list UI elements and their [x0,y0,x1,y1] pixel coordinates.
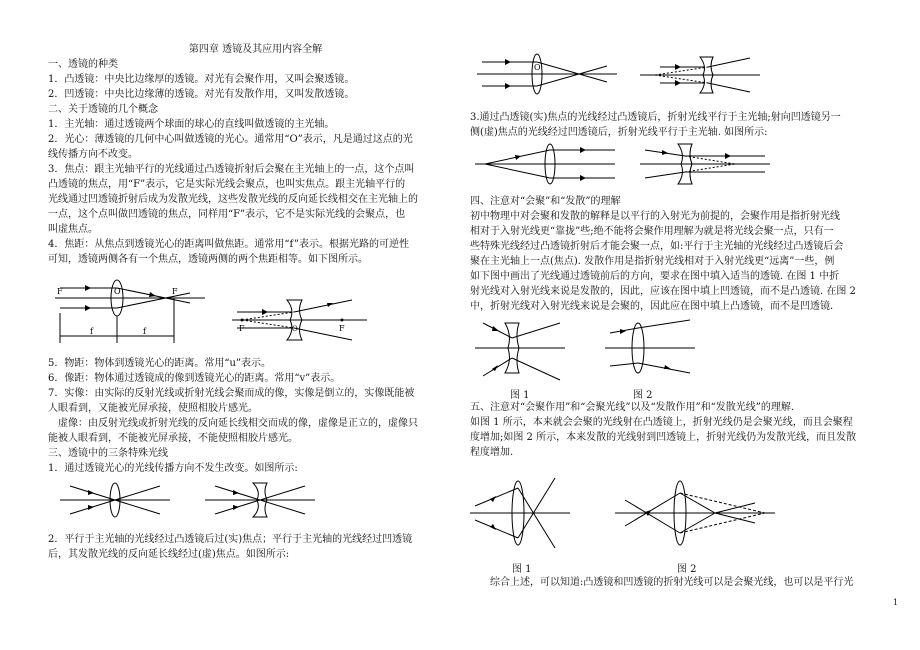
focus-label: F [172,287,178,296]
right-column-part2 [470,194,900,314]
text-line: 聚在主光轴上一点(焦点). 发散作用是指折射光线相对于入射光线更“远离”一些，例 [470,256,835,267]
text-line: 3．焦点：跟主光轴平行的光线通过凸透镜折射后会聚在主光轴上的一点，这个点叫 [48,164,415,175]
optical-center-label: O [292,325,298,333]
left-column-part3 [48,532,433,562]
text-line: 光线通过凹透镜折射后成为发散光线，这些发散光线的反向延长线相交在主光轴上的 [48,194,418,205]
text-line: 7．实像：由实际的反射光线或折射光线会聚而成的像，实像是倒立的，实像既能被 [48,388,415,399]
text-line: 5．物距：物体到透镜光心的距离。常用“u”表示。 [48,358,272,369]
text-line: 2．光心：薄透镜的几何中心叫做透镜的光心。通常用“O”表示，凡是通过这点的光 [48,134,413,145]
text-line: 一点，这个点叫做凹透镜的焦点，同样用“F”表示，它不是实际光线的会聚点，也 [48,209,406,220]
text-line: 相对于入射光线更“靠拢”些;绝不能将会聚作用理解为就是将光线会聚一点，只有一 [470,226,834,237]
text-line: 射光线对入射光线来说是发散的，因此，应该在图中填上凹透镜，而不是凸透镜. 在图 2 [470,286,856,297]
right-column-conclusion [470,575,900,590]
text-line: 二、关于透镜的几个概念 [48,104,158,115]
text-line: 6．像距：物体通过透镜成的像到透镜光心的距离。常用“v”表示。 [48,373,341,384]
text-line: 叫虚焦点。 [48,224,98,235]
focus-ray-concave-diagram [640,142,770,187]
text-line: 三、透镜中的三条特殊光线 [48,448,168,459]
convergence-figure-2 [605,318,695,383]
text-line: 2．平行于主光轴的光线经过凸透镜后过(实)焦点；平行于主光轴的光线经过凹透镜 [48,534,413,545]
text-line: 综合上述，可以知道:凸透镜和凹透镜的折射光线可以是会聚光线，也可以是平行光 [470,577,854,588]
text-line: 凸透镜的焦点，用“F”表示，它是实际光线会聚点，也叫实焦点。跟主光轴平行的 [48,179,406,190]
parallel-ray-convex-diagram [477,52,617,97]
text-line: 侧(虚)焦点的光线经过凹透镜后，折射光线平行于主光轴. 如图所示: [470,127,768,138]
text-line: 初中物理中对会聚和发散的解释是以平行的入射光为前提的，会聚作用是指折射光线 [470,211,840,222]
text-line: 四、注意对“会聚”和“发散”的理解 [470,196,621,207]
text-line: 五、注意对“会聚作用”和“会聚光线”以及“发散作用”和“发散光线”的理解. [470,402,795,413]
text-line: 一、透镜的种类 [48,59,118,70]
concave-center-ray-diagram [205,480,315,520]
text-line: 中，折射光线对入射光线来说是会聚的，因此应在图中填上凸透镜，而不是凹透镜. [470,301,834,312]
text-line: 2．凹透镜：中央比边缘薄的透镜。对光有发散作用，又叫发散透镜。 [48,89,355,100]
text-line: 如下图中画出了光线通过透镜前后的方向，要求在图中填入适当的透镜. 在图 1 中折 [470,271,840,282]
convex-focus-diagram [55,278,225,348]
converging-beam-convex-figure [470,478,570,553]
text-line: 1．通过透镜光心的光线传播方向不发生改变。如图所示: [48,463,298,474]
divergence-figure-1 [475,318,565,383]
focus-ray-convex-diagram [475,142,620,187]
convex-center-ray-diagram [60,480,170,520]
text-line: 人眼看到，又能被光屏承接，使照相胶片感光。 [48,403,258,414]
figure-caption: 图 2 [677,564,697,575]
text-line: 后，其发散光线的反向延长线经过(虚)焦点。如图所示: [48,549,290,560]
figure-caption: 图 1 [512,564,532,575]
chapter-title: 第四章 透镜及其应用内容全解 [188,44,323,55]
figure-caption: 图 2 [633,390,653,401]
text-line: 虚像：由反射光线或折射光线的反向延长线相交而成的像，虚像是正立的，虚像只 [48,418,418,429]
text-line: 3.通过凸透镜(实)焦点的光线经过凸透镜后，折射光线平行于主光轴;射向凹透镜另一 [470,112,841,123]
page-number: 1 [893,598,899,607]
text-line: 能被人眼看到，不能被光屏承接，不能使照相胶片感光。 [48,433,298,444]
text-line: 1．凸透镜：中央比边缘厚的透镜。对光有会聚作用，又叫会聚透镜。 [48,74,355,85]
right-column-part3 [470,400,900,460]
concave-focus-diagram [232,298,372,348]
diverging-beam-concave-figure [615,478,775,553]
text-line: 线传播方向不改变。 [48,149,138,160]
optical-center-label: O [114,287,121,296]
optical-center-label: O [534,63,541,72]
focus-label: F [239,324,245,333]
text-line: 4．焦距：从焦点到透镜光心的距离叫做焦距。通常用“f”表示。根据光路的可逆性 [48,239,410,250]
parallel-ray-concave-diagram [640,55,760,95]
focal-length-label: f [143,327,146,336]
right-column-part1 [470,110,900,140]
figure-caption: 图 1 [510,390,530,401]
text-line: 程度增加. [470,447,514,458]
text-line: 度增加;如图 2 所示，本来发散的光线射到凹透镜上，折射光线仍为发散光线，而且发散 [470,432,857,443]
text-line: 些特殊光线经过凸透镜折射后才能会聚一点，如:平行于主光轴的光线经过凸透镜后会 [470,241,844,252]
focus-label: F [339,324,345,333]
text-line: 1．主光轴：通过透镜两个球面的球心的直线叫做透镜的主光轴。 [48,119,335,130]
text-line: 可知，透镜两侧各有一个焦点，透镜两侧的两个焦距相等。如下图所示。 [48,254,368,265]
focal-length-label: f [90,327,93,336]
left-column-part2 [48,356,433,476]
left-column [48,42,433,267]
focus-label: F [57,287,63,296]
text-line: 如图 1 所示，本来就会会聚的光线射在凸透镜上，折射光线仍是会聚光线，而且会聚程 [470,417,853,428]
